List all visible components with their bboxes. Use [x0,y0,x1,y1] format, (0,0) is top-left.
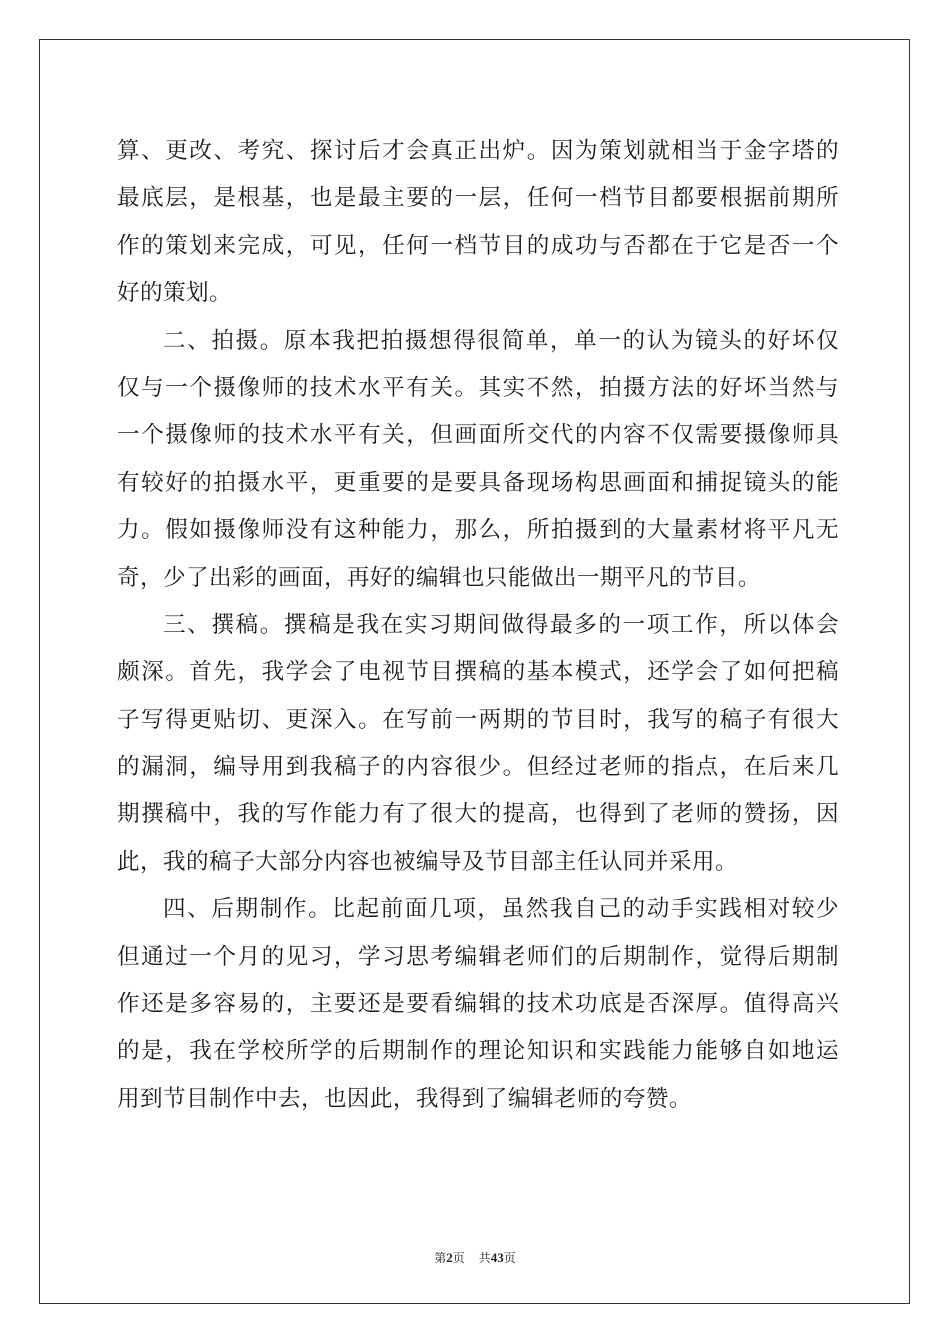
text-line: 仅与一个摄像师的技术水平有关。其实不然，拍摄方法的好坏当然与 [117,374,839,401]
total-prefix: 共 [478,1251,491,1265]
text-line: 一个摄像师的技术水平有关，但画面所交代的内容不仅需要摄像师具 [117,422,839,449]
total-pages: 43 [490,1250,504,1265]
text-line: 有较好的拍摄水平，更重要的是要具备现场构思画面和捕捉镜头的能 [117,469,839,496]
text-line: 子写得更贴切、更深入。在写前一两期的节目时，我写的稿子有很大 [117,706,839,733]
page-footer [0,1249,950,1266]
paragraph [117,318,839,602]
text-line: 的是，我在学校所学的后期制作的理论知识和实践能力能够自如地运 [117,1038,839,1065]
text-line: 用到节目制作中去，也因此，我得到了编辑老师的夸赞。 [117,1085,692,1112]
page-number: 2 [446,1250,453,1265]
page-prefix: 第 [434,1251,447,1265]
text-line: 期撰稿中，我的写作能力有了很大的提高，也得到了老师的赞扬，因 [117,801,839,828]
text-line: 力。假如摄像师没有这种能力，那么，所拍摄到的大量素材将平凡无 [117,517,839,544]
paragraph [117,602,839,886]
text-line: 奇，少了出彩的画面，再好的编辑也只能做出一期平凡的节目。 [117,564,761,591]
text-line: 的漏洞，编导用到我稿子的内容很少。但经过老师的指点，在后来几 [117,754,839,781]
text-line: 最底层，是根基，也是最主要的一层，任何一档节目都要根据前期所 [117,185,839,212]
total-suffix: 页 [503,1251,516,1265]
text-line: 但通过一个月的见习，学习思考编辑老师们的后期制作，觉得后期制 [117,943,839,970]
text-line: 二、拍摄。原本我把拍摄想得很简单，单一的认为镜头的好坏仅 [163,327,839,354]
text-line: 三、撰稿。撰稿是我在实习期间做得最多的一项工作，所以体会 [163,611,839,638]
text-line: 算、更改、考究、探讨后才会真正出炉。因为策划就相当于金字塔的 [117,138,839,164]
page-suffix: 页 [452,1251,465,1265]
text-line: 颇深。首先，我学会了电视节目撰稿的基本模式，还学会了如何把稿 [117,659,839,686]
text-line: 作还是多容易的，主要还是要看编辑的技术功底是否深厚。值得高兴 [117,991,839,1018]
text-line: 四、后期制作。比起前面几项，虽然我自己的动手实践相对较少 [163,896,839,923]
document-body [117,128,839,1123]
paragraph [117,128,839,318]
text-line: 此，我的稿子大部分内容也被编导及节目部主任认同并采用。 [117,848,738,875]
paragraph [117,886,839,1123]
text-line: 好的策划。 [117,280,232,307]
text-line: 作的策划来完成，可见，任何一档节目的成功与否都在于它是否一个 [117,232,839,259]
